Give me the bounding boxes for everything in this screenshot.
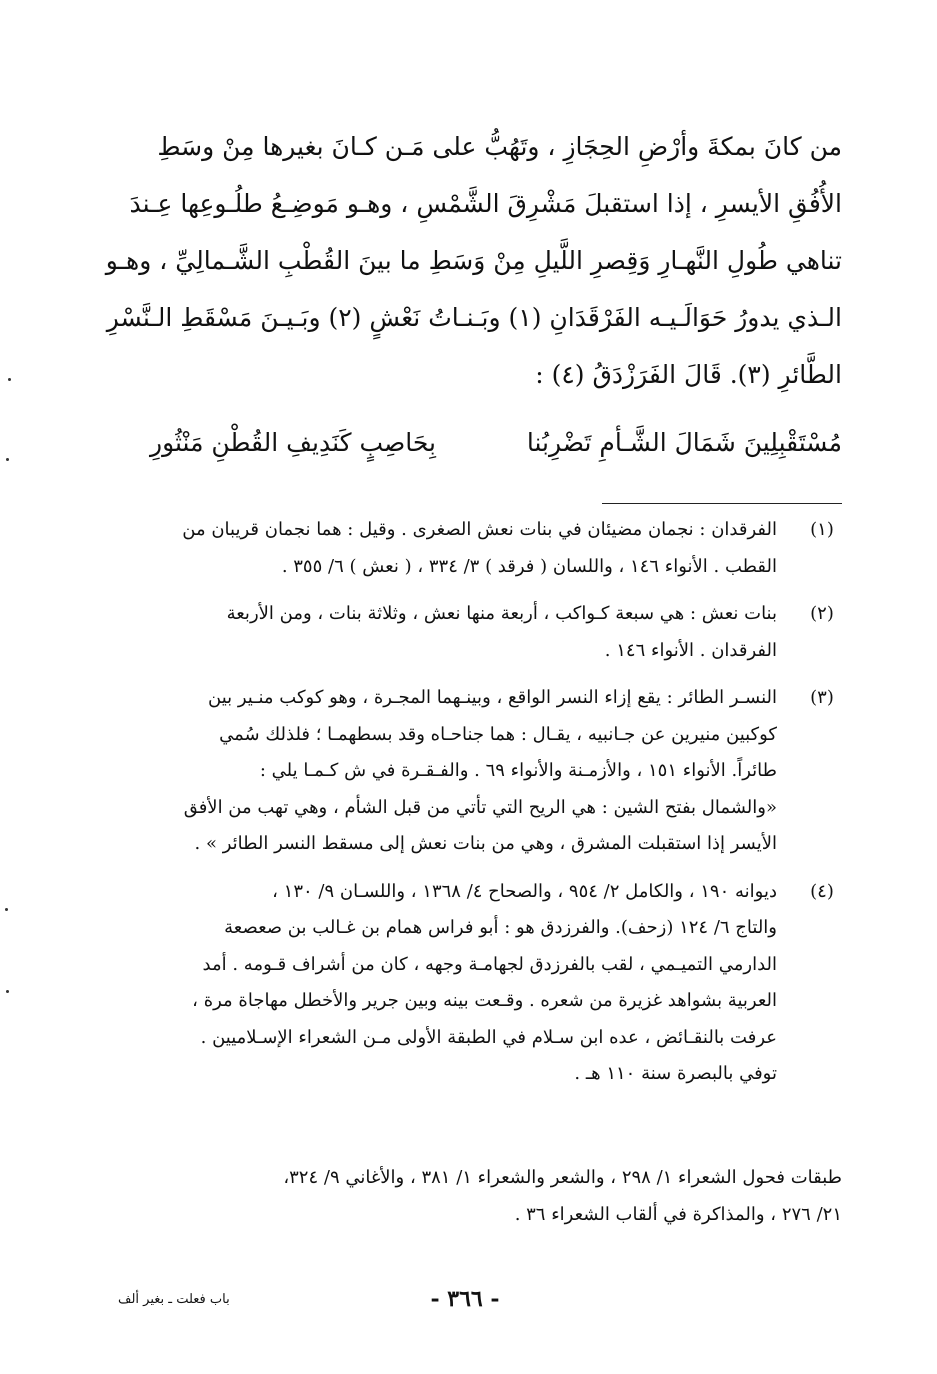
footnote-line: العربية بشواهد غزيرة من شعره . وقـعت بينه وبين جرير والأخطل مهاجاة مرة ، — [192, 990, 777, 1011]
footnote-1 — [128, 512, 842, 585]
footnote-line: «والشمال بفتح الشين : هي الريح التي تأتي من قبل الشأم ، وهي تهب من الأفق — [183, 796, 777, 818]
footnote-line: ديوانه ١٩٠ ، والكامل ٢/ ٩٥٤ ، والصحاح ٤/ ١٣٦٨ ، واللسـان ٩/ ١٣٠ ، — [272, 880, 777, 902]
scan-speck — [6, 990, 9, 993]
footnote-4 — [128, 874, 842, 1093]
poetry-verse — [130, 418, 842, 468]
footnote-line: بنات نعش : هي سبعة كـواكب ، أربعة منها نعش ، وثلاثة بنات ، ومن الأربعة — [226, 603, 777, 624]
footnote-line: الفرقدان . الأنواء ١٤٦ . — [604, 639, 777, 661]
footnote-line: عرفت بالنقـائض ، عده ابن سـلام في الطبقة الأولى مـن الشعراء الإسـلاميين . — [200, 1026, 777, 1048]
main-text-line: الـذي يدورُ حَوَالَـيـه الفَرْقَدَانِ (١) وبَـنـاتُ نَعْشٍ (٢) وبَـيـنَ مَسْقَطِ الـنَّسْرِ — [106, 303, 842, 332]
footnote-number: (٢) — [810, 603, 834, 624]
scan-speck — [5, 908, 8, 911]
footnote-number: (٤) — [810, 880, 834, 902]
footnote-4-sources — [128, 1160, 842, 1233]
verse-first-hemistich: مُسْتَقْبِلِينَ شَمَالَ الشَّـأمِ تَضْرِبُنا — [526, 428, 842, 457]
footnote-line: توفي بالبصرة سنة ١١٠ هـ . — [574, 1063, 777, 1084]
main-text-line: تناهي طُولِ النَّهـارِ وَقِصرِ اللَّيلِ مِنْ وَسَطِ ما بينَ القُطْبِ الشَّـمالِيِّ ، وهـو — [105, 246, 842, 275]
scan-speck — [6, 458, 9, 461]
footnote-number: (١) — [810, 519, 834, 540]
main-text-line: من كانَ بمكةَ وأرْضِ الحِجَازِ ، وتَهُبُّ على مَـن كـانَ بغيرها مِنْ وسَطِ — [157, 132, 842, 161]
footnote-line: كوكبين منيرين عن جـانبيه ، يقـال : هما جناحـاه وقد بسطهمـا ؛ فلذلك سُمي — [219, 723, 777, 745]
footnote-line: الفرقدان : نجمان مضيئان في بنات نعش الصغرى . وقيل : هما نجمان قريبان من — [182, 519, 777, 540]
footnote-line: النسـر الطائر : يقع إزاء النسر الواقع ، وبينـهما المجـرة ، وهو كوكب منـير بين — [208, 687, 777, 708]
footnote-line: الدارمي التميـمي ، لقب بالفرزدق لجهامـة وجهه ، كان من أشراف قـومه . أمد — [202, 953, 777, 975]
running-footer-chapter: باب فعلت ـ بغير ألف — [118, 1292, 230, 1307]
footnote-3 — [128, 680, 842, 863]
footnote-line: والتاج ٦/ ١٢٤ (زحف). والفرزدق هو : أبو فراس همام بن غـالب بن صعصعة — [224, 917, 777, 938]
footnote-line: القطب . الأنواء ١٤٦ ، واللسان ( فرقد ) ٣/ ٣٣٤ ، ( نعش ) ٦/ ٣٥٥ . — [281, 555, 777, 577]
scan-speck — [8, 378, 11, 381]
footnote-2 — [128, 596, 842, 669]
footnote-line: طبقات فحول الشعراء ١/ ٢٩٨ ، والشعر والشعراء ١/ ٣٨١ ، والأغاني ٩/ ٣٢٤، — [283, 1167, 842, 1188]
footnote-line: طائراً. الأنواء ١٥١ ، والأزمـنة والأنواء ٦٩ . والفـقـرة في ش كـمـا يلي : — [259, 760, 777, 781]
footnote-separator — [602, 503, 842, 504]
verse-second-hemistich: بِحَاصِبٍ كَنَدِيفِ القُطْنِ مَنْثُورِ — [150, 428, 436, 457]
main-paragraph — [105, 118, 842, 403]
main-text-line: الطَّائرِ (٣). قَالَ الفَرَزْدَقُ (٤) : — [535, 360, 842, 389]
footnote-line: ٢١/ ٢٧٦ ، والمذاكرة في ألقاب الشعراء ٣٦ . — [514, 1203, 842, 1225]
main-text-line: الأُفُقِ الأيسرِ ، إذا استقبلَ مَشْرِقَ الشَّمْسِ ، وهـو مَوضِـعُ طلُـوعِها عِـندَ — [129, 189, 842, 218]
page-number: - ٣٦٦ - — [430, 1286, 500, 1312]
footnote-line: الأيسر إذا استقبلت المشرق ، وهي من بنات نعش إلى مسقط النسر الطائر » . — [194, 833, 777, 854]
footnote-number: (٣) — [810, 687, 834, 708]
footnotes — [128, 512, 842, 1104]
